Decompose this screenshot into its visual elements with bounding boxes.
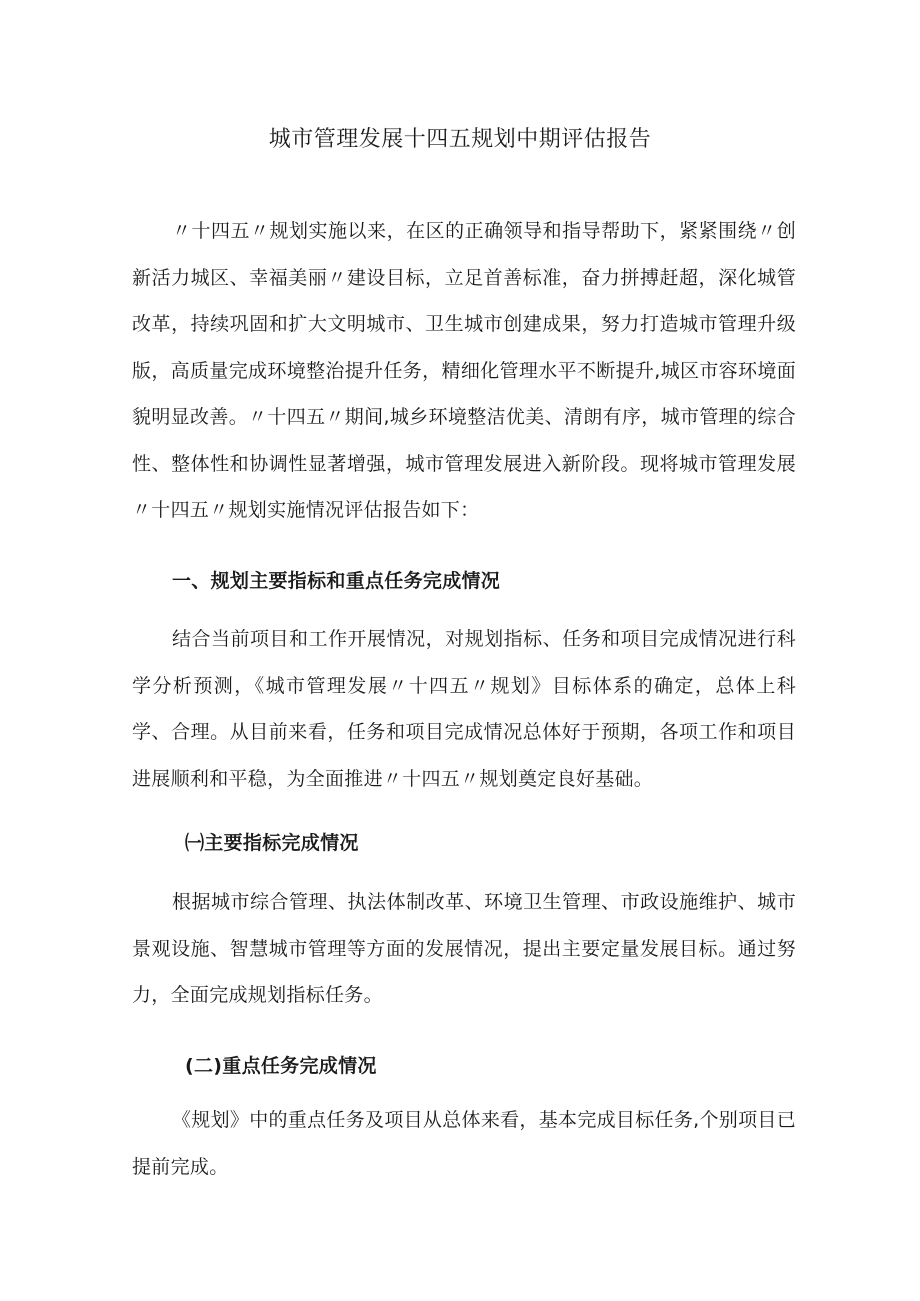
subsection-2-paragraph: 《规划》中的重点任务及项目从总体来看，基本完成目标任务,个别项目已提前完成。: [132, 1109, 796, 1178]
intro-paragraph: 〃十四五〃规划实施以来，在区的正确领导和指导帮助下，紧紧围绕〃创新活力城区、幸福美丽〃建设目标，立足首善标准，奋力拼搏赶超，深化城管改革，持续巩固和扩大文明城市、卫生城市创建成果，努力打造城市管理升级版，高质量完成环境整治提升任务，精细化管理水平不断提升,城区市容环境面貌明显改善。〃十四五〃期间,城乡环境整洁优美、清朗有序，城市管理的综合性、整体性和协调性显著增强，城市管理发展进入新阶段。现将城市管理发展〃十四五〃规划实施情况评估报告如下：: [132, 220, 796, 521]
document-title: 城市管理发展十四五规划中期评估报告: [268, 127, 652, 152]
subsection-1-paragraph: 根据城市综合管理、执法体制改革、环境卫生管理、市政设施维护、城市景观设施、智慧城市管理等方面的发展情况，提出主要定量发展目标。通过努力，全面完成规划指标任务。: [132, 891, 796, 1006]
subsection-2-heading: (二)重点任务完成情况: [185, 1055, 377, 1077]
subsection-1-heading: ㈠主要指标完成情况: [185, 832, 359, 854]
section-1-heading: 一、规划主要指标和重点任务完成情况: [172, 570, 501, 592]
section-1-paragraph: 结合当前项目和工作开展情况，对规划指标、任务和项目完成情况进行科学分析预测，《城市管理发展〃十四五〃规划》目标体系的确定，总体上科学、合理。从目前来看，任务和项目完成情况总体好于预期，各项工作和项目进展顺利和平稳，为全面推进〃十四五〃规划奠定良好基础。: [132, 628, 796, 790]
